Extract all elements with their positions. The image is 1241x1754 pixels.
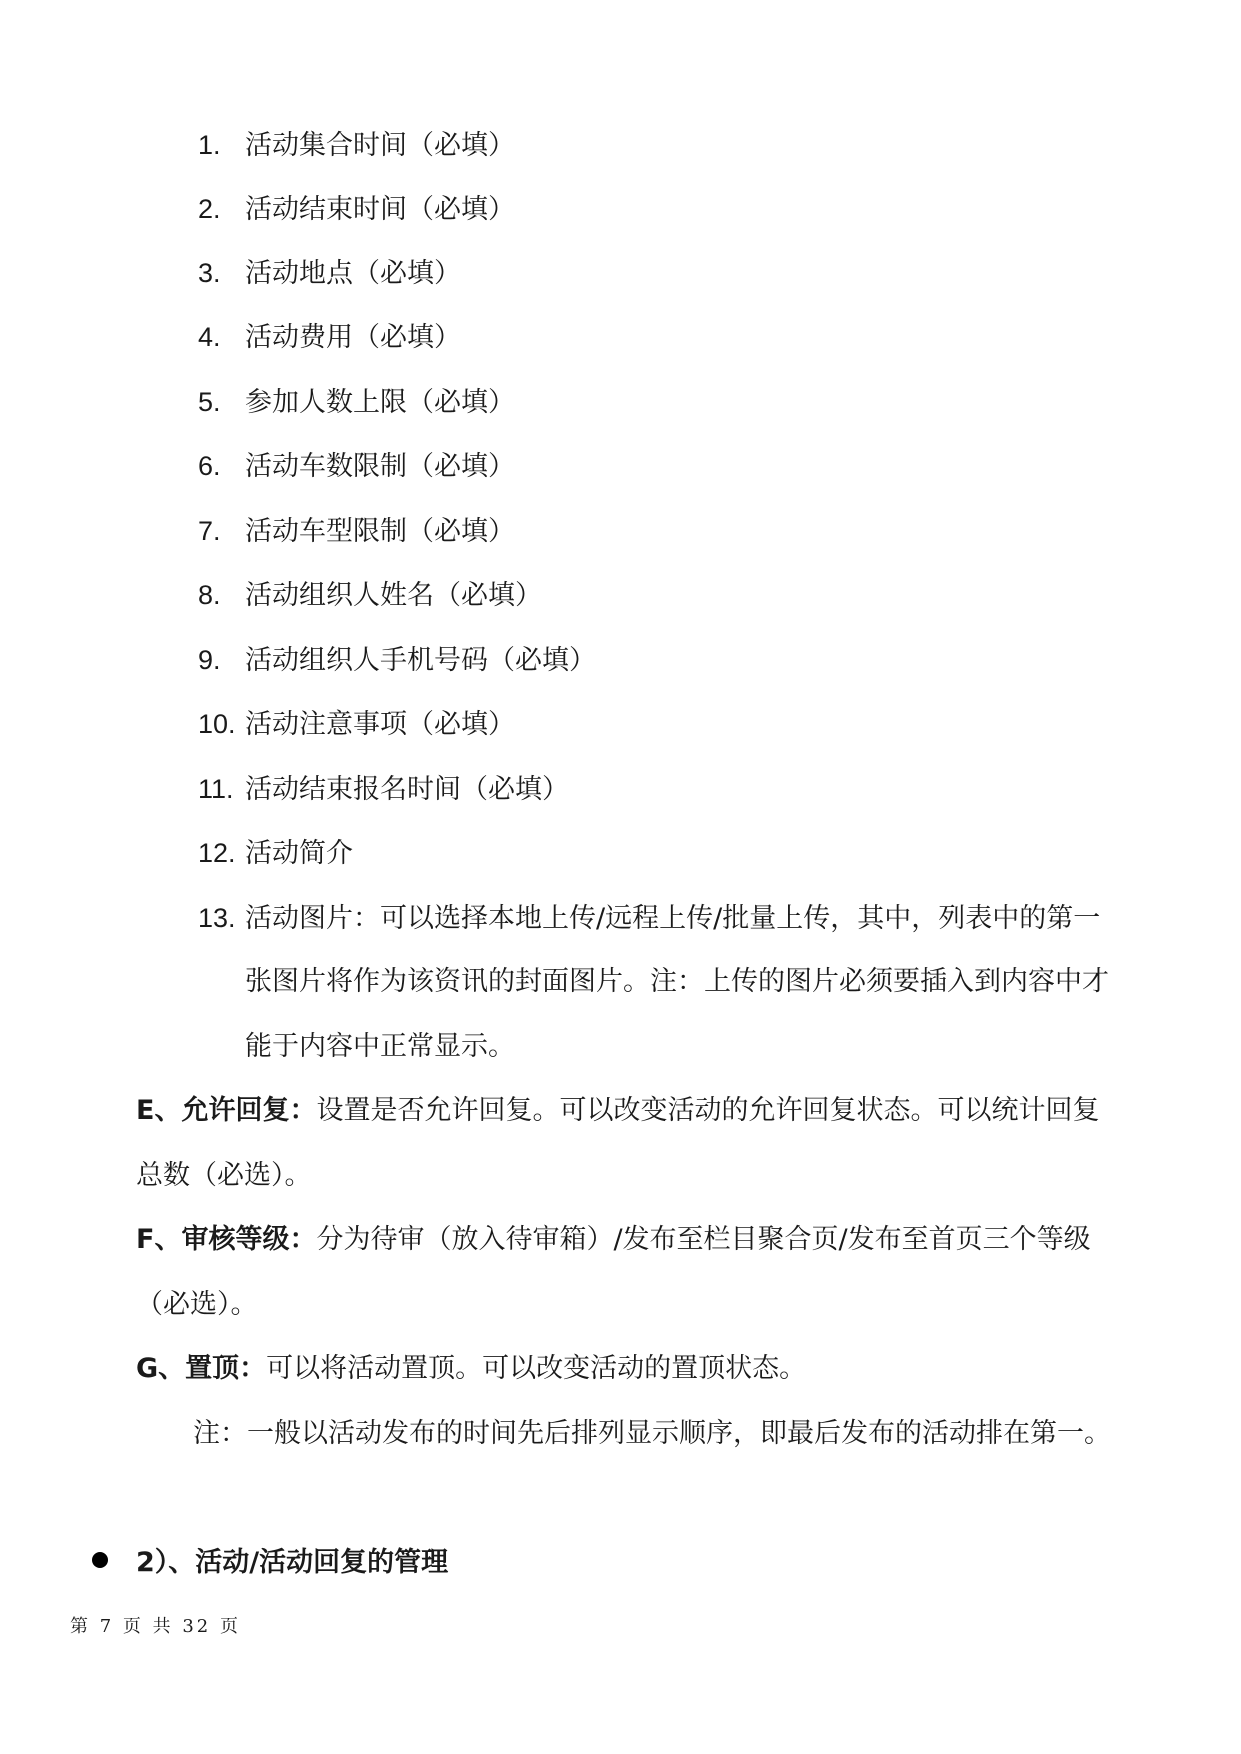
list-text: 活动集合时间（必填） — [245, 130, 515, 161]
list-number: 11. — [198, 774, 234, 804]
list-text: 活动费用（必填） — [245, 322, 461, 353]
list-number: 8. — [198, 580, 221, 610]
list-number: 6. — [198, 451, 221, 481]
list-item — [198, 258, 461, 289]
list-item — [198, 322, 461, 353]
section-f-text: 分为待审（放入待审箱）/发布至栏目聚合页/发布至首页三个等级 — [316, 1224, 1091, 1255]
list-text: 活动组织人姓名（必填） — [245, 580, 542, 611]
list-item — [198, 774, 569, 805]
list-item — [198, 903, 1100, 934]
list-item — [198, 387, 515, 418]
section-e-text: 设置是否允许回复。可以改变活动的允许回复状态。可以统计回复 — [316, 1095, 1100, 1126]
list-item — [198, 130, 515, 161]
list-item — [198, 451, 515, 482]
list-number: 13. — [198, 903, 236, 933]
list-text: 活动注意事项（必填） — [245, 709, 515, 740]
list-text: 活动结束报名时间（必填） — [245, 774, 569, 805]
section-heading — [92, 1548, 448, 1578]
list-text: 活动结束时间（必填） — [245, 194, 515, 225]
list-item-continuation: 张图片将作为该资讯的封面图片。注：上传的图片必须要插入到内容中才 — [245, 966, 1109, 997]
section-f-label: F、审核等级： — [136, 1224, 317, 1255]
list-item — [198, 516, 515, 547]
section-e — [136, 1096, 1099, 1126]
section-g-text: 可以将活动置顶。可以改变活动的置顶状态。 — [266, 1353, 807, 1384]
list-number: 1. — [198, 130, 221, 160]
list-number: 7. — [198, 516, 221, 546]
list-text: 活动车数限制（必填） — [245, 451, 515, 482]
list-text: 活动图片：可以选择本地上传/远程上传/批量上传，其中，列表中的第一 — [245, 903, 1101, 934]
list-item — [198, 580, 542, 611]
note: 注：一般以活动发布的时间先后排列显示顺序，即最后发布的活动排在第一。 — [193, 1418, 1111, 1449]
list-text: 活动组织人手机号码（必填） — [245, 645, 596, 676]
list-item — [198, 645, 596, 676]
section-g-label: G、置顶： — [136, 1353, 267, 1384]
list-number: 3. — [198, 258, 221, 288]
list-text: 活动地点（必填） — [245, 258, 461, 289]
list-number: 5. — [198, 387, 221, 417]
list-number: 12. — [198, 838, 236, 868]
list-item-continuation: 能于内容中正常显示。 — [245, 1031, 515, 1062]
list-item — [198, 194, 515, 225]
list-text: 参加人数上限（必填） — [245, 387, 515, 418]
section-f-continuation: （必选）。 — [136, 1289, 258, 1320]
list-item — [198, 709, 515, 740]
section-f — [136, 1225, 1091, 1255]
section-g — [136, 1354, 806, 1384]
page-footer: 第 7 页 共 32 页 — [70, 1616, 241, 1637]
bullet-icon — [92, 1552, 108, 1568]
list-text: 活动车型限制（必填） — [245, 516, 515, 547]
list-number: 4. — [198, 322, 221, 352]
list-text: 活动简介 — [245, 838, 353, 869]
section-e-continuation: 总数（必选）。 — [136, 1160, 312, 1191]
list-number: 9. — [198, 645, 221, 675]
section-heading-text: 2）、活动/活动回复的管理 — [136, 1547, 449, 1578]
list-item — [198, 838, 353, 869]
list-number: 2. — [198, 194, 221, 224]
list-number: 10. — [198, 709, 236, 739]
section-e-label: E、允许回复： — [136, 1095, 317, 1126]
